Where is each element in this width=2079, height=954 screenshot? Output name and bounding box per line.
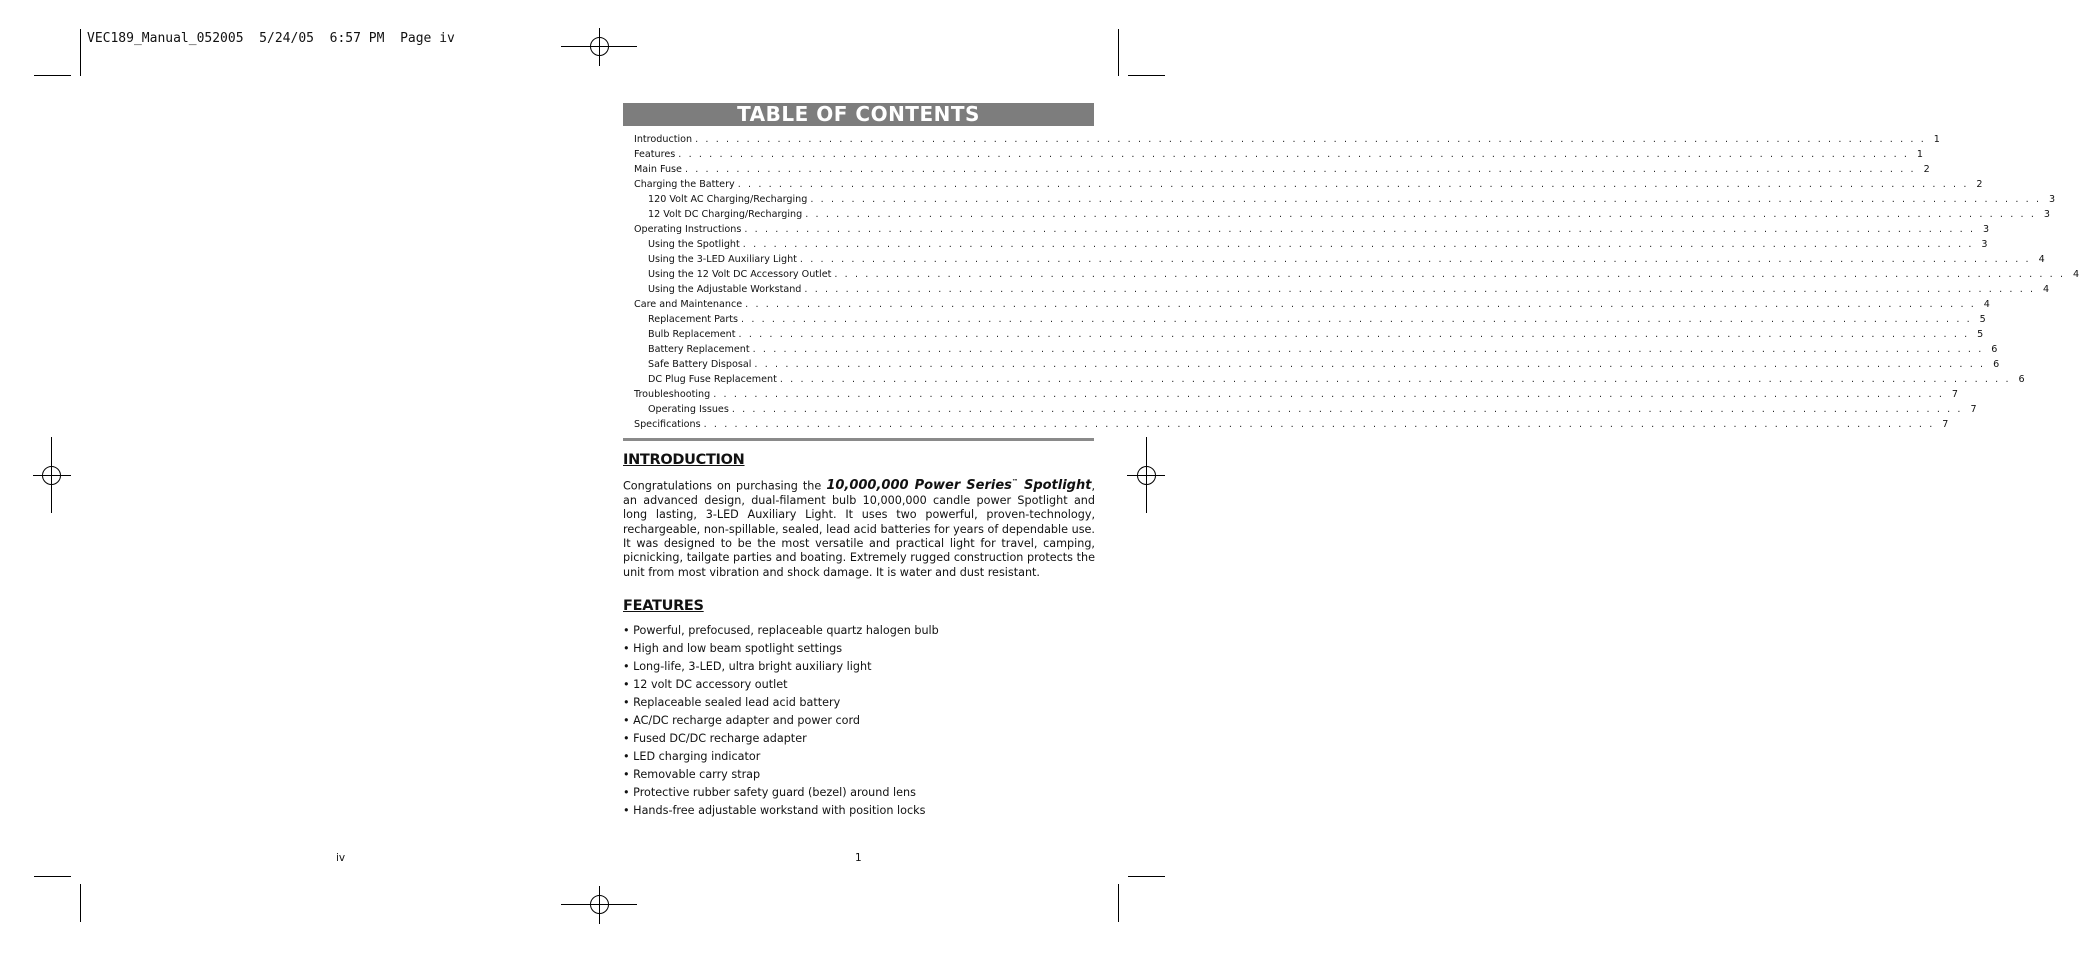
intro-product-series: 10,000,000 Power Series [826,478,1012,494]
crop-mark-top-left-horizontal [34,75,71,76]
intro-product-name [826,478,1091,493]
toc-entry [634,327,1984,342]
toc-entry-label: 12 Volt DC Charging/Recharging [648,209,803,220]
toc-leader-dots: . . . . . . . . . . . . . . . . . . . . . . . . . . . . . . . . . . . . . . . . . . . . . . . . . . . . . . . . . . . . . . . . . . . . . . . . . . . . . . . . . . . . . . . . . . . . . . . . . . . . . . . . . . . . . . . . . . . . . . . . [741,314,1972,325]
toc-bottom-rule [623,438,1094,441]
toc-entry-label: Using the Adjustable Workstand [648,284,802,295]
toc-leader-dots: . . . . . . . . . . . . . . . . . . . . . . . . . . . . . . . . . . . . . . . . . . . . . . . . . . . . . . . . . . . . . . . . . . . . . . . . . . . . . . . . . . . . . . . . . . . . . . . . . . . . . . . . . . . . . . . . . . . . . . . . [742,239,1974,250]
toc-leader-dots: . . . . . . . . . . . . . . . . . . . . . . . . . . . . . . . . . . . . . . . . . . . . . . . . . . . . . . . . . . . . . . . . . . . . . . . . . . . . . . . . . . . . . . . . . . . . . . . . . . . . . . . . . . . . . . . . . . . . . . . . [703,419,1935,430]
toc-leader-dots: . . . . . . . . . . . . . . . . . . . . . . . . . . . . . . . . . . . . . . . . . . . . . . . . . . . . . . . . . . . . . . . . . . . . . . . . . . . . . . . . . . . . . . . . . . . . . . . . . . . . . . . . . . . . . . . . . . . . . . . . [779,374,2011,385]
toc-leader-dots: . . . . . . . . . . . . . . . . . . . . . . . . . . . . . . . . . . . . . . . . . . . . . . . . . . . . . . . . . . . . . . . . . . . . . . . . . . . . . . . . . . . . . . . . . . . . . . . . . . . . . . . . . . . . . . . . . . . . . . . . [752,344,1984,355]
crop-mark-top-left-vertical [80,29,81,76]
toc-leader-dots: . . . . . . . . . . . . . . . . . . . . . . . . . . . . . . . . . . . . . . . . . . . . . . . . . . . . . . . . . . . . . . . . . . . . . . . . . . . . . . . . . . . . . . . . . . . . . . . . . . . . . . . . . . . . . . . . . . . . . . . . [834,269,2066,280]
toc-entry-page: 3 [2048,194,2056,205]
toc-entry [634,147,1924,162]
toc-leader-dots: . . . . . . . . . . . . . . . . . . . . . . . . . . . . . . . . . . . . . . . . . . . . . . . . . . . . . . . . . . . . . . . . . . . . . . . . . . . . . . . . . . . . . . . . . . . . . . . . . . . . . . . . . . . . . . . . . . . . . . . . [810,194,2042,205]
registration-mark-left-icon [33,437,71,513]
toc-leader-dots: . . . . . . . . . . . . . . . . . . . . . . . . . . . . . . . . . . . . . . . . . . . . . . . . . . . . . . . . . . . . . . . . . . . . . . . . . . . . . . . . . . . . . . . . . . . . . . . . . . . . . . . . . . . . . . . . . . . . . . . . [684,164,1916,175]
toc-entry [634,267,2079,282]
feature-item: • Powerful, prefocused, replaceable quartz halogen bulb [623,624,939,637]
feature-item: • Fused DC/DC recharge adapter [623,732,807,745]
feature-item: • Long-life, 3-LED, ultra bright auxiliary light [623,660,872,673]
toc-entry [634,192,2056,207]
toc-entry [634,237,1988,252]
toc-entry-page: 5 [1979,314,1986,325]
toc-entry-page: 7 [1970,404,1977,415]
toc-entry [634,297,1990,312]
toc-entry [634,177,1983,192]
intro-lead-text: Congratulations on purchasing the [623,479,827,493]
registration-mark-top-icon [561,28,637,66]
toc-entry-label: Introduction [634,134,693,145]
toc-entry [634,387,1958,402]
toc-entry [634,252,2045,267]
feature-item: • LED charging indicator [623,750,761,763]
toc-leader-dots: . . . . . . . . . . . . . . . . . . . . . . . . . . . . . . . . . . . . . . . . . . . . . . . . . . . . . . . . . . . . . . . . . . . . . . . . . . . . . . . . . . . . . . . . . . . . . . . . . . . . . . . . . . . . . . . . . . . . . . . . [745,299,1976,310]
table-of-contents [623,102,2079,441]
crop-mark-bottom-left-horizontal [34,876,71,877]
toc-leader-dots: . . . . . . . . . . . . . . . . . . . . . . . . . . . . . . . . . . . . . . . . . . . . . . . . . . . . . . . . . . . . . . . . . . . . . . . . . . . . . . . . . . . . . . . . . . . . . . . . . . . . . . . . . . . . . . . . . . . . . . . . [678,149,1910,160]
toc-entry-page: 7 [1951,389,1958,400]
crop-mark-top-right-horizontal [1128,75,1165,76]
toc-leader-dots: . . . . . . . . . . . . . . . . . . . . . . . . . . . . . . . . . . . . . . . . . . . . . . . . . . . . . . . . . . . . . . . . . . . . . . . . . . . . . . . . . . . . . . . . . . . . . . . . . . . . . . . . . . . . . . . . . . . . . . . . [754,359,1986,370]
toc-entry-label: 120 Volt AC Charging/Recharging [648,194,808,205]
printer-slug-line: VEC189_Manual_052005 5/24/05 6:57 PM Page iv [87,31,455,46]
toc-leader-dots: . . . . . . . . . . . . . . . . . . . . . . . . . . . . . . . . . . . . . . . . . . . . . . . . . . . . . . . . . . . . . . . . . . . . . . . . . . . . . . . . . . . . . . . . . . . . . . . . . . . . . . . . . . . . . . . . . . . . . . . . [744,224,1976,235]
toc-entry-page: 1 [1933,134,1940,145]
toc-entry-page: 4 [2073,269,2079,280]
toc-entry-label: Bulb Replacement [648,329,736,340]
toc-entry [634,402,1977,417]
toc-entry-page: 6 [2018,374,2025,385]
crop-mark-bottom-right-vertical [1118,884,1119,922]
feature-item: • Protective rubber safety guard (bezel) around lens [623,786,916,799]
features-list [623,622,1095,820]
toc-entry-page: 4 [2038,254,2045,265]
toc-entry [634,372,2025,387]
toc-leader-dots: . . . . . . . . . . . . . . . . . . . . . . . . . . . . . . . . . . . . . . . . . . . . . . . . . . . . . . . . . . . . . . . . . . . . . . . . . . . . . . . . . . . . . . . . . . . . . . . . . . . . . . . . . . . . . . . . . . . . . . . . [695,134,1926,145]
toc-entry [634,222,1990,237]
toc-entry-page: 6 [1991,344,1998,355]
toc-entry-label: Safe Battery Disposal [648,359,752,370]
toc-entry [634,357,2000,372]
toc-leader-dots: . . . . . . . . . . . . . . . . . . . . . . . . . . . . . . . . . . . . . . . . . . . . . . . . . . . . . . . . . . . . . . . . . . . . . . . . . . . . . . . . . . . . . . . . . . . . . . . . . . . . . . . . . . . . . . . . . . . . . . . . [737,179,1969,190]
registration-mark-right-icon [1127,437,1165,513]
feature-item: • Hands-free adjustable workstand with position locks [623,804,926,817]
toc-list [623,132,2079,432]
crop-mark-bottom-right-horizontal [1128,876,1165,877]
registration-mark-bottom-icon [561,886,637,924]
toc-leader-dots: . . . . . . . . . . . . . . . . . . . . . . . . . . . . . . . . . . . . . . . . . . . . . . . . . . . . . . . . . . . . . . . . . . . . . . . . . . . . . . . . . . . . . . . . . . . . . . . . . . . . . . . . . . . . . . . . . . . . . . . . [799,254,2031,265]
toc-entry-label: Using the 3-LED Auxiliary Light [648,254,797,265]
toc-entry [634,417,1949,432]
trademark-symbol: ™ [1011,479,1018,486]
toc-entry-label: Main Fuse [634,164,682,175]
toc-entry [634,312,1986,327]
toc-leader-dots: . . . . . . . . . . . . . . . . . . . . . . . . . . . . . . . . . . . . . . . . . . . . . . . . . . . . . . . . . . . . . . . . . . . . . . . . . . . . . . . . . . . . . . . . . . . . . . . . . . . . . . . . . . . . . . . . . . . . . . . . [805,209,2036,220]
feature-item: • Removable carry strap [623,768,761,781]
left-page-number: iv [336,852,346,864]
toc-entry-page: 3 [2043,209,2050,220]
intro-body-text: , an advanced design, dual-filament bulb 10,000,000 candle power Spotlight and long lasting, 3-LED Auxiliary Light. It uses two powerful, proven-technology, rechargeable, non-spillable, sealed, lead acid batteries for years of dependable use. It was designed to be the most versatile and practical light for travel, camping, picnicking, tailgate parties and boating. Extremely rugged construction protects the unit from most vibration and shock damage. It is water and dust resistant. [623,479,1096,579]
toc-entry [634,162,1930,177]
feature-item: • AC/DC recharge adapter and power cord [623,714,861,727]
introduction-paragraph [623,476,1095,580]
toc-entry-page: 4 [2043,284,2050,295]
toc-entry-page: 7 [1942,419,1949,430]
crop-mark-bottom-left-vertical [80,884,81,922]
toc-entry [634,342,1998,357]
toc-entry-page: 2 [1923,164,1930,175]
feature-item: • High and low beam spotlight settings [623,642,843,655]
toc-entry-label: Care and Maintenance [634,299,743,310]
introduction-heading: INTRODUCTION [623,452,745,468]
toc-entry-page: 2 [1976,179,1983,190]
toc-title: TABLE OF CONTENTS [623,103,1094,126]
toc-entry-page: 6 [1993,359,2000,370]
toc-entry-label: Specifications [634,419,701,430]
toc-entry-label: Battery Replacement [648,344,750,355]
toc-entry-page: 4 [1983,299,1990,310]
toc-leader-dots: . . . . . . . . . . . . . . . . . . . . . . . . . . . . . . . . . . . . . . . . . . . . . . . . . . . . . . . . . . . . . . . . . . . . . . . . . . . . . . . . . . . . . . . . . . . . . . . . . . . . . . . . . . . . . . . . . . . . . . . . [731,404,1963,415]
toc-entry-label: Operating Instructions [634,224,742,235]
toc-entry-label: Using the Spotlight [648,239,740,250]
toc-leader-dots: . . . . . . . . . . . . . . . . . . . . . . . . . . . . . . . . . . . . . . . . . . . . . . . . . . . . . . . . . . . . . . . . . . . . . . . . . . . . . . . . . . . . . . . . . . . . . . . . . . . . . . . . . . . . . . . . . . . . . . . . [738,329,1970,340]
toc-entry-label: DC Plug Fuse Replacement [648,374,777,385]
toc-entry-label: Troubleshooting [634,389,711,400]
right-page-number: 1 [855,852,862,864]
toc-entry-label: Operating Issues [648,404,729,415]
toc-entry-label: Charging the Battery [634,179,735,190]
feature-item: • 12 volt DC accessory outlet [623,678,788,691]
feature-item: • Replaceable sealed lead acid battery [623,696,841,709]
toc-entry-page: 3 [1981,239,1988,250]
toc-entry-page: 1 [1916,149,1924,160]
features-heading: FEATURES [623,598,704,614]
toc-entry-page: 5 [1977,329,1984,340]
toc-entry-label: Replacement Parts [648,314,739,325]
toc-entry [634,207,2050,222]
crop-mark-top-right-vertical [1118,29,1119,76]
toc-entry-label: Features [634,149,676,160]
toc-entry [634,132,1940,147]
toc-entry-page: 3 [1983,224,1990,235]
intro-product-type: Spotlight [1017,478,1092,494]
toc-leader-dots: . . . . . . . . . . . . . . . . . . . . . . . . . . . . . . . . . . . . . . . . . . . . . . . . . . . . . . . . . . . . . . . . . . . . . . . . . . . . . . . . . . . . . . . . . . . . . . . . . . . . . . . . . . . . . . . . . . . . . . . . [804,284,2036,295]
toc-entry [634,282,2050,297]
toc-leader-dots: . . . . . . . . . . . . . . . . . . . . . . . . . . . . . . . . . . . . . . . . . . . . . . . . . . . . . . . . . . . . . . . . . . . . . . . . . . . . . . . . . . . . . . . . . . . . . . . . . . . . . . . . . . . . . . . . . . . . . . . . [713,389,1944,400]
toc-entry-label: Using the 12 Volt DC Accessory Outlet [648,269,832,280]
